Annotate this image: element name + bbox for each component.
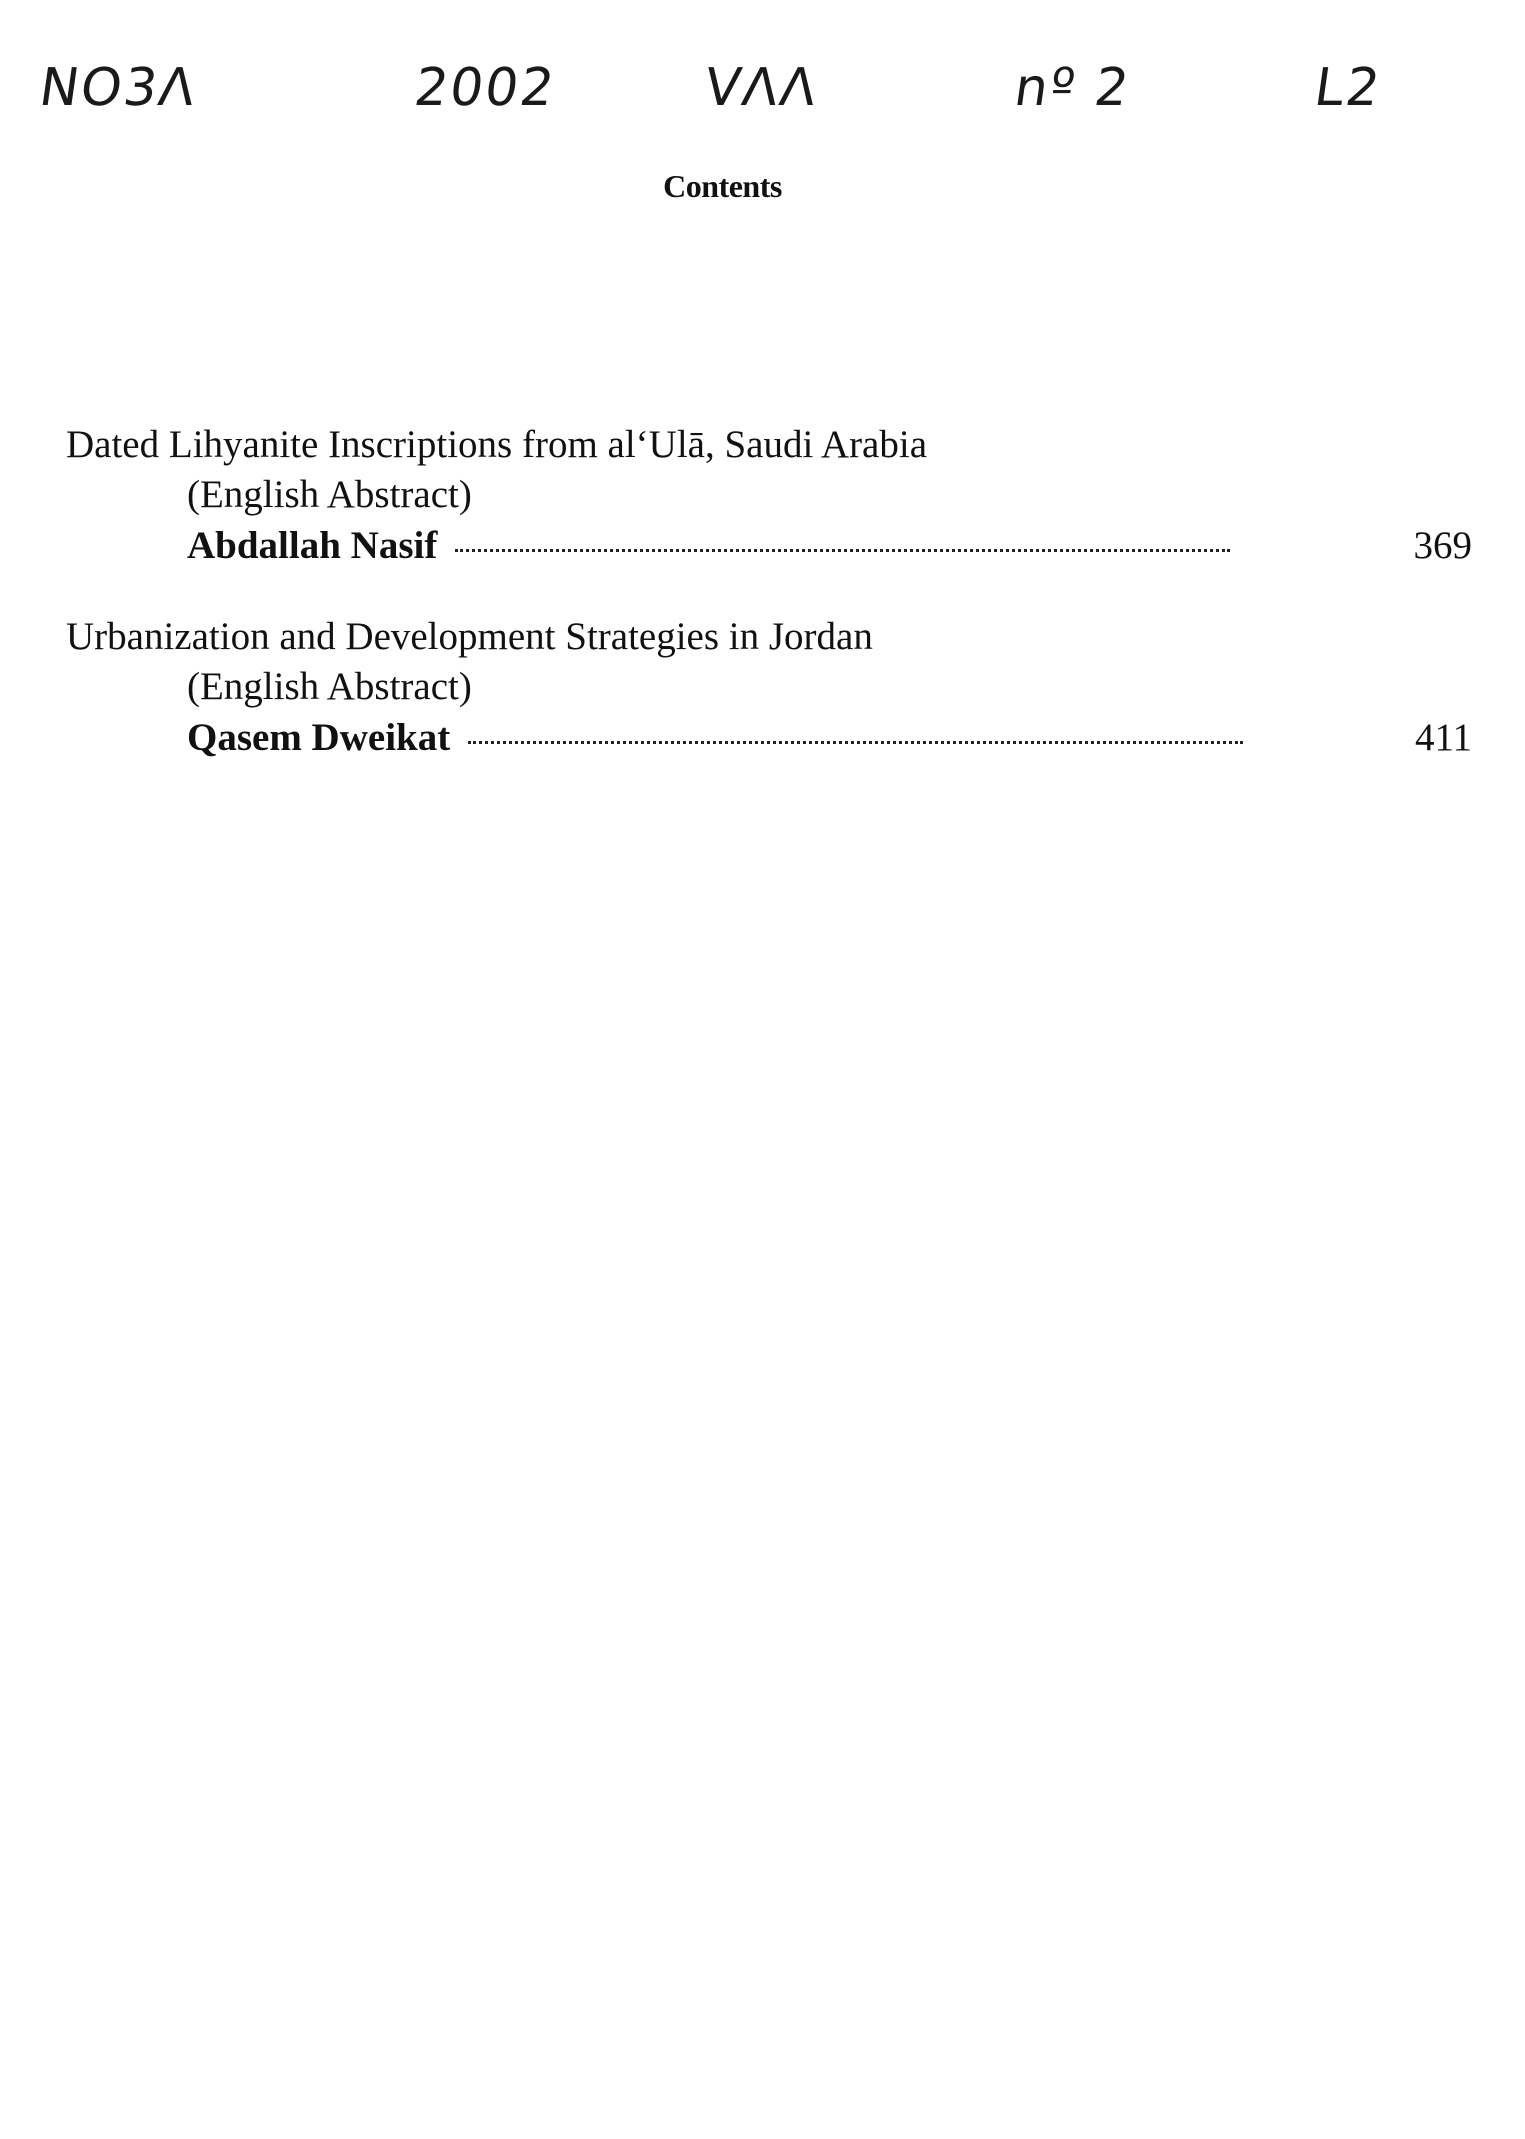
- entry-subtitle: (English Abstract): [187, 665, 472, 708]
- handwritten-note-2: 2002: [410, 58, 560, 118]
- entry-author: Qasem Dweikat: [187, 716, 451, 759]
- entry-title: Urbanization and Development Strategies in Jordan: [66, 615, 873, 658]
- entry-author-row: [66, 712, 1472, 764]
- entry-author: Abdallah Nasif: [187, 524, 438, 567]
- handwritten-note-5: L2: [1310, 58, 1386, 118]
- contents-heading: Contents: [663, 168, 782, 204]
- handwritten-note-3: VΛΛ: [700, 58, 822, 118]
- table-of-contents: [66, 420, 1472, 804]
- entry-page-number[interactable]: 369: [1413, 524, 1472, 567]
- dot-leader: [455, 549, 1230, 552]
- entry-page-number[interactable]: 411: [1414, 716, 1472, 759]
- entry-author-row: [66, 520, 1472, 572]
- entry-title: Dated Lihyanite Inscriptions from al‘Ulā, Saudi Arabia: [66, 423, 928, 466]
- handwritten-note-4: nº 2: [1010, 58, 1135, 118]
- handwritten-annotations: [35, 58, 1460, 138]
- dot-leader: [468, 741, 1243, 744]
- toc-entry[interactable]: [66, 612, 1472, 764]
- entry-subtitle: (English Abstract): [187, 473, 472, 516]
- toc-entry[interactable]: [66, 420, 1472, 572]
- handwritten-note-1: ΝΟ3Λ: [35, 58, 201, 118]
